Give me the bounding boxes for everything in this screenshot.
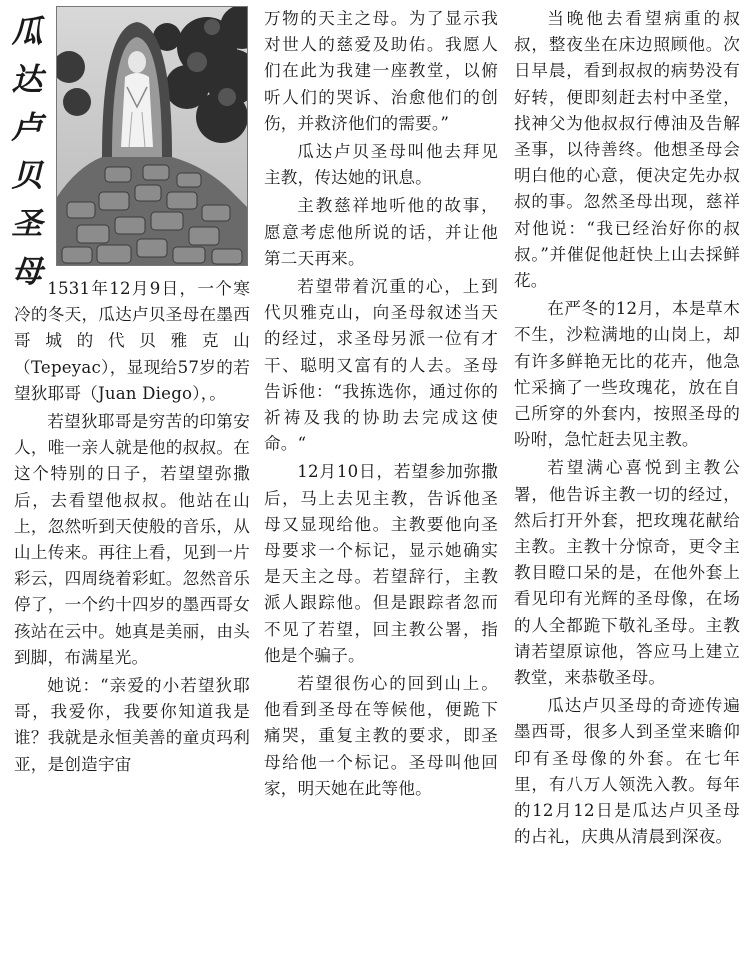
vertical-title [8,8,46,296]
paragraph: 她说：“亲爱的小若望狄耶哥，我爱你，我要你知道我是谁？我就是永恒美善的童贞玛利亚，是创造宇宙 [14,676,250,774]
paragraph: 若望带着沉重的心，上到代贝雅克山，向圣母叙述当天的经过，求圣母另派一位有才干、聪明又富有的人去。圣母告诉他：“我拣选你，通过你的祈祷及我的协助去完成这使命。“ [264,277,498,454]
grotto-illustration [57,7,247,265]
statue-grotto-photo [56,6,248,266]
paragraph: 若望很伤心的回到山上。他看到圣母在等候他，便跪下痛哭，重复主教的要求，即圣母给他一个标记。圣母叫他回家，明天她在此等他。 [264,674,498,798]
paragraph: 12月10日，若望参加弥撒后，马上去见主教，告诉他圣母又显现给他。主教要他向圣母要求一个标记，显示她确实是天主之母。若望辞行，主教派人跟踪他。但是跟踪者忽而不见了若望，回主教公署，指他是个骗子。 [264,462,498,665]
title-char: 贝 [11,158,43,194]
paragraph: 万物的天主之母。为了显示我对世人的慈爱及助佑。我愿人们在此为我建一座教堂，以俯听人们的哭诉、治愈他们的创伤，并救济他们的需要。” [264,9,498,133]
paragraph: 在严冬的12月，本是草木不生，沙粒满地的山岗上，却有许多鲜艳无比的花卉，他急忙采摘了一些玫瑰花，放在自己所穿的外套内，按照圣母的吩咐，急忙赶去见主教。 [514,299,740,450]
paragraph: 主教慈祥地听他的故事，愿意考虑他所说的话，并让他第二天再来。 [264,196,498,268]
title-char: 母 [11,254,43,290]
paragraph: 若望满心喜悦到主教公署，他告诉主教一切的经过，然后打开外套，把玫瑰花献给主教。主教十分惊奇，更令主教目瞪口呆的是，在他外套上看见印有光辉的圣母像，在场的人全都跪下敬礼圣母。主教请若望原谅他，答应马上建立教堂，来恭敬圣母。 [514,458,740,688]
title-char: 卢 [11,110,43,146]
column-3 [514,6,740,853]
paragraph: 当晚他去看望病重的叔叔，整夜坐在床边照顾他。次日早晨，看到叔叔的病势没有好转，便即刻赶去村中圣堂，找神父为他叔叔行傅油及告解圣事，以待善终。他想圣母会明白他的心意，便决定先办叔叔的事。忽然圣母出现，慈祥对他说：“我已经治好你的叔叔。”并催促他赶快上山去採鲜花。 [514,9,740,291]
paragraph: 瓜达卢贝圣母叫他去拜见主教，传达她的讯息。 [264,142,498,188]
paragraph: 1531年12月9日，一个寒冷的冬天，瓜达卢贝圣母在墨西哥城的代贝雅克山（Tepeyac），显现给57岁的若望狄耶哥（Juan Diego），。 [14,279,250,403]
column-2 [264,6,498,804]
title-char: 瓜 [11,14,43,50]
title-char: 达 [11,62,43,98]
title-char: 圣 [11,206,43,242]
paragraph: 瓜达卢贝圣母的奇迹传遍墨西哥，很多人到圣堂来瞻仰印有圣母像的外套。在七年里，有八万人领洗入教。每年的12月12日是瓜达卢贝圣母的占礼，庆典从清晨到深夜。 [514,696,740,847]
paragraph: 若望狄耶哥是穷苦的印第安人，唯一亲人就是他的叔叔。在这个特别的日子，若望望弥撒后，去看望他叔叔。他站在山上，忽然听到天使般的音乐，从山上传来。再往上看，见到一片彩云，四周绕着彩虹。忽然音乐停了，一个约十四岁的墨西哥女孩站在云中。她真是美丽，由头到脚，布满星光。 [14,412,250,667]
column-1 [14,276,250,780]
